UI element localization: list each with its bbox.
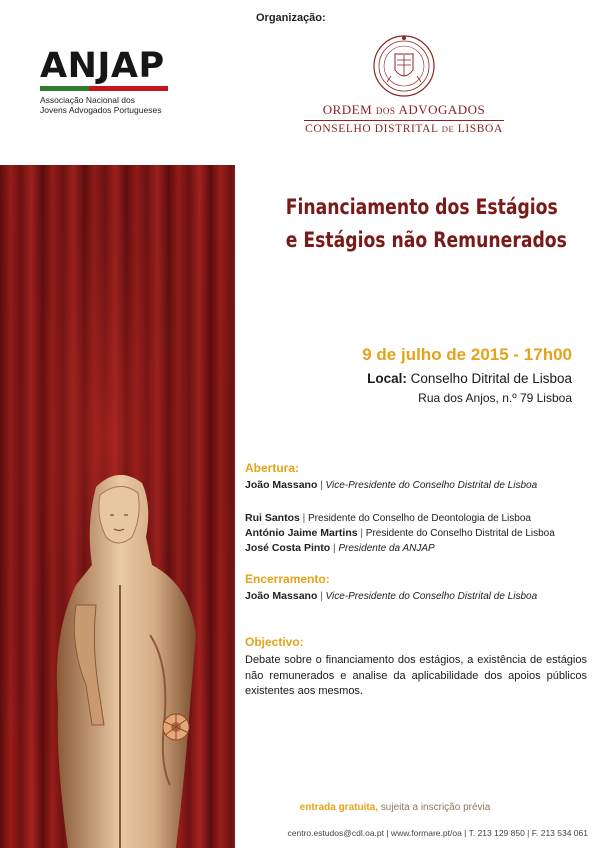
ordem-advogados-logo xyxy=(304,32,504,135)
speaker-role: Vice-Presidente do Conselho Distrital de Lisboa xyxy=(325,591,538,602)
speaker-name: João Massano xyxy=(245,479,318,491)
speaker-row xyxy=(245,542,435,554)
speaker-row xyxy=(245,527,555,539)
speaker-name: António Jaime Martins xyxy=(245,527,358,539)
anjap-subtitle-line2: Jovens Advogados Portugueses xyxy=(40,105,162,115)
abertura-heading: Abertura: xyxy=(245,461,300,475)
speaker-separator: | xyxy=(332,543,336,554)
flower-icon xyxy=(163,714,189,740)
speaker-row xyxy=(245,479,537,491)
speaker-name: José Costa Pinto xyxy=(245,542,331,554)
organizacao-label: Organização: xyxy=(256,12,326,24)
anjap-subtitle-line1: Associação Nacional dos xyxy=(40,95,135,105)
speaker-role: Presidente do Conselho Distrital de Lisboa xyxy=(365,528,555,539)
event-title-line2: e Estágios não Remunerados xyxy=(285,228,567,252)
ordem-word: ORDEM xyxy=(322,102,373,117)
speaker-role: Vice-Presidente do Conselho Distrital de Lisboa xyxy=(325,480,538,491)
conselho-distrital-words: CONSELHO DISTRITAL xyxy=(305,123,439,135)
anjap-logo-subtitle xyxy=(40,95,200,115)
speaker-name: Rui Santos xyxy=(245,512,300,524)
encerramento-heading: Encerramento: xyxy=(245,572,330,586)
event-date: 9 de julho de 2015 - 17h00 xyxy=(362,345,572,364)
event-place-name: Conselho Ditrital de Lisboa xyxy=(406,371,572,386)
ordem-seal-icon xyxy=(373,32,435,100)
ordem-name xyxy=(304,102,504,118)
conselho-small-word: DE xyxy=(441,124,455,134)
speaker-row xyxy=(245,512,531,524)
speaker-name: João Massano xyxy=(245,590,318,602)
anjap-logo xyxy=(40,48,200,115)
contact-line: centro.estudos@cdl.oa.pt | www.formare.pt/oa | T. 213 129 850 | F. 213 534 061 xyxy=(287,828,588,838)
ordem-divider xyxy=(304,120,504,121)
anjap-logo-name: ANJAP xyxy=(40,46,165,86)
conselho-name xyxy=(304,123,504,135)
objectivo-text: Debate sobre o financiamento dos estágios, a existência de estágios não remunerados e analise da aplicabilidade dos apoios públicos existentes aos mesmos. xyxy=(245,654,587,697)
entry-registration-note: sujeita a inscrição prévia xyxy=(378,802,491,813)
speaker-separator: | xyxy=(302,513,306,524)
event-place-label: Local: xyxy=(367,371,407,386)
speaker-role: Presidente do Conselho de Deontologia de Lisboa xyxy=(308,513,531,524)
speaker-role: Presidente da ANJAP xyxy=(338,543,435,554)
entry-note xyxy=(0,802,600,813)
objectivo-heading: Objectivo: xyxy=(245,635,304,649)
event-title-line1: Financiamento dos Estágios xyxy=(285,195,558,219)
event-place xyxy=(367,371,572,386)
event-address: Rua dos Anjos, n.º 79 Lisboa xyxy=(418,391,572,405)
anjap-color-bar xyxy=(40,86,168,91)
speaker-separator: | xyxy=(360,528,363,539)
ordem-small-word: DOS xyxy=(375,106,396,116)
advogados-word: ADVOGADOS xyxy=(398,102,486,117)
lisboa-word: LISBOA xyxy=(457,123,503,135)
speaker-row xyxy=(245,590,537,602)
curtain-statue-illustration xyxy=(0,165,235,848)
entry-free-label: entrada gratuita, xyxy=(299,802,379,813)
speaker-separator: | xyxy=(320,591,323,602)
speaker-separator: | xyxy=(320,480,323,491)
event-title xyxy=(285,191,567,257)
